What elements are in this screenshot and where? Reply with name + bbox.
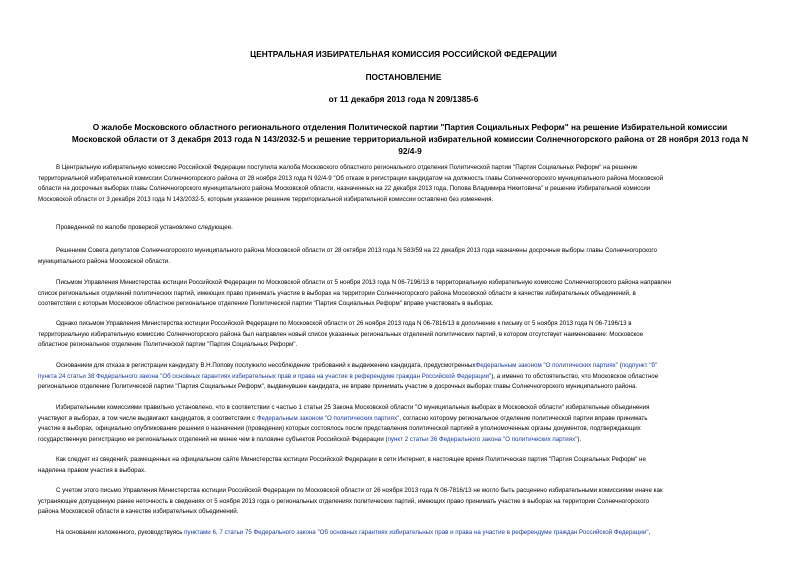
text-line: государственную регистрацию ее региональных отделений не менее чем в половине субъектов Российской Федерации (пункт 2 статьи 36 Федерального закона "О политических партиях"). (38, 435, 582, 443)
subject-line: 92/4-9 (398, 146, 422, 156)
text-line: наделена правом участия в выборах. (38, 466, 146, 474)
document-type: ПОСТАНОВЛЕНИЕ (365, 72, 442, 82)
subject-line: О жалобе Московского областного регионального отделения Политической партии "Партия Социальных Реформ" на решение Избирательной комиссии (92, 122, 728, 132)
text-line: пункта 24 статьи 38 Федерального закона "Об основных гарантиях избирательных прав и права на участие в референдуме граждан Российской Федерации"), а именно то обстоятельство, что Московское областное (38, 372, 659, 380)
text-line: Письмом Управления Министерства юстиции Российской Федерации по Московской области от 5 ноября 2013 года N 06-7196/13 в территориальную избирательную комиссию Солнечногорского района направлен (56, 279, 671, 286)
text-line: Решением Совета депутатов Солнечногорского муниципального района Московской области от 28 октября 2013 года N 583/59 на 22 декабря 2013 года назначены досрочные выборы главы Солнечногорского (56, 247, 657, 254)
paragraph-council-decision (38, 246, 770, 267)
law-link-article-36[interactable]: пункт 2 статьи 36 Федерального закона "О политических партиях" (387, 435, 578, 443)
text-line: областное региональное отделение Политической партии "Партия Социальных Реформ". (38, 341, 298, 348)
text-line: участвуют в выборах, в том числе выдвигают кандидатов, в соответствии с Федеральным законом "О политических партиях", согласно которому региональное отделение политической партии вправе принимать (38, 414, 648, 422)
text-line: В Центральную избирательную комиссию Российской Федерации поступила жалоба Московского областного регионального отделения Политической партии "Партия Социальных Реформ" на решение (56, 164, 638, 171)
text-line: района Московской области в качестве избирательных объединений. (38, 508, 239, 515)
paragraph-correction (38, 486, 770, 518)
text-line: Проведенной по жалобе проверкой установлено следующее. (56, 224, 233, 231)
paragraph-complaint (38, 163, 770, 205)
text-line: С учетом этого письмо Управления Министерства юстиции Российской Федерации по Московской области от 26 ноября 2013 года N 06-7816/13 не могло быть расценено избирательными комиссиями иначе как (56, 487, 663, 494)
law-link-article-38[interactable]: пункта 24 статьи 38 Федерального закона "Об основных гарантиях избирательных прав и права на участие в референдуме граждан Российской Федерации" (38, 372, 492, 380)
subject-line: Московской области от 3 декабря 2013 года N 143/2032-5 и решение территориальной избирательной комиссии Солнечногорского района от 28 ноября 2013 года N (71, 134, 749, 144)
text-line: Московской области от 3 декабря 2013 года N 143/2032-5, которым указанное решение территориальной избирательной комиссии оставлено без изменения. (38, 195, 494, 203)
document-date-number: от 11 декабря 2013 года N 209/1385-6 (328, 94, 479, 104)
text-line: устраняющее допущенную ранее неточность в сведениях от 5 ноября 2013 года о региональных отделениях политических партий, имеющих право принимать участие в выборах на территории Солнечногорского (38, 497, 650, 505)
law-link-political-parties[interactable]: Федеральным законом "О политических партиях" (256, 414, 400, 422)
text-line: Однако письмом Управления Министерства юстиции Российской Федерации по Московской области от 26 ноября 2013 года N 06-7816/13 в дополнение к письму от 5 ноября 2013 года N 06-7196/13 в (56, 320, 632, 327)
paragraph-conclusion (38, 528, 770, 539)
text-line: Как следует из сведений, размещенных на официальном сайте Министерства юстиции Российской Федерации в сети Интернет, в настоящее время Политическая партия "Партия Социальных Реформ" не (56, 456, 646, 463)
law-link-article-75[interactable]: пунктами 6, 7 статьи 75 Федерального закона "Об основных гарантиях избирательных прав и права на участие в референдуме граждан Российской Федерации" (184, 529, 649, 536)
paragraph-ministry-website (38, 455, 770, 476)
text-line: региональное отделение Политической партии "Партия Социальных Реформ", выдвинувшее кандидата, не вправе принимать участие в досрочных выборах главы Солнечногорского муниципального района. (38, 383, 638, 390)
text-line: На основании изложенного, руководствуясь пунктами 6, 7 статьи 75 Федерального закона "Об основных гарантиях избирательных прав и права на участие в референдуме граждан Российской Федерации", (56, 529, 651, 536)
text-line: Избирательными комиссиями правильно установлено, что в соответствии с частью 1 статьи 25 Закона Московской области "О муниципальных выборах в Московской области" избирательные объединения (56, 404, 650, 411)
paragraph-refusal-basis (38, 361, 770, 393)
text-line: соответствии с которым Московское областное региональное отделение Политической партии "Партия Социальных Реформ" вправе участвовать в выборах. (38, 300, 494, 307)
document-subject (52, 121, 768, 157)
law-link-subparagraph-b[interactable]: подпункт "б" (621, 362, 658, 369)
paragraph-commissions-finding (38, 403, 770, 445)
paragraph-new-list (38, 319, 770, 351)
text-line: территориальную избирательную комиссию Солнечногорского района был направлен новый список указанных региональных отделений политических партий, в котором отсутствует наименование: Московское (38, 330, 644, 338)
document-org: ЦЕНТРАЛЬНАЯ ИЗБИРАТЕЛЬНАЯ КОМИССИЯ РОССИЙСКОЙ ФЕДЕРАЦИИ (250, 49, 557, 59)
paragraph-check (38, 223, 770, 234)
law-link-political-parties[interactable]: Федеральным законом "О политических партиях" (475, 362, 618, 369)
text-line: Основанием для отказа в регистрации кандидату В.Н.Попову послужило несоблюдение требований к выдвижению кандидата, предусмотренныхФедеральным законом "О политических партиях" (подпункт "б" (56, 362, 658, 369)
paragraph-ministry-letter (38, 278, 770, 310)
text-line: муниципального района Московской области. (38, 257, 170, 265)
text-line: области на досрочных выборах главы Солнечногорского муниципального района Московской области, назначенных на 22 декабря 2013 года, Попова Владимира Никитовича" и решение Избирательной комиссии (38, 185, 651, 192)
text-line: участие в выборах, официально опубликование решения о назначении (проведении) которых состоялось после представления политической партией в уполномоченные органы документов, подтверждающих (38, 425, 641, 432)
text-line: территориальной избирательной комиссии Солнечногорского района от 28 ноября 2013 года N 92/4-9 "Об отказе в регистрации кандидатом на должность главы Солнечногорского муниципального района Московской (38, 174, 664, 182)
text-line: список региональных отделений политических партий, имеющих право принимать участие в выборах на территории Солнечногорского района Московской области в качестве избирательных объединений, в (38, 289, 636, 297)
